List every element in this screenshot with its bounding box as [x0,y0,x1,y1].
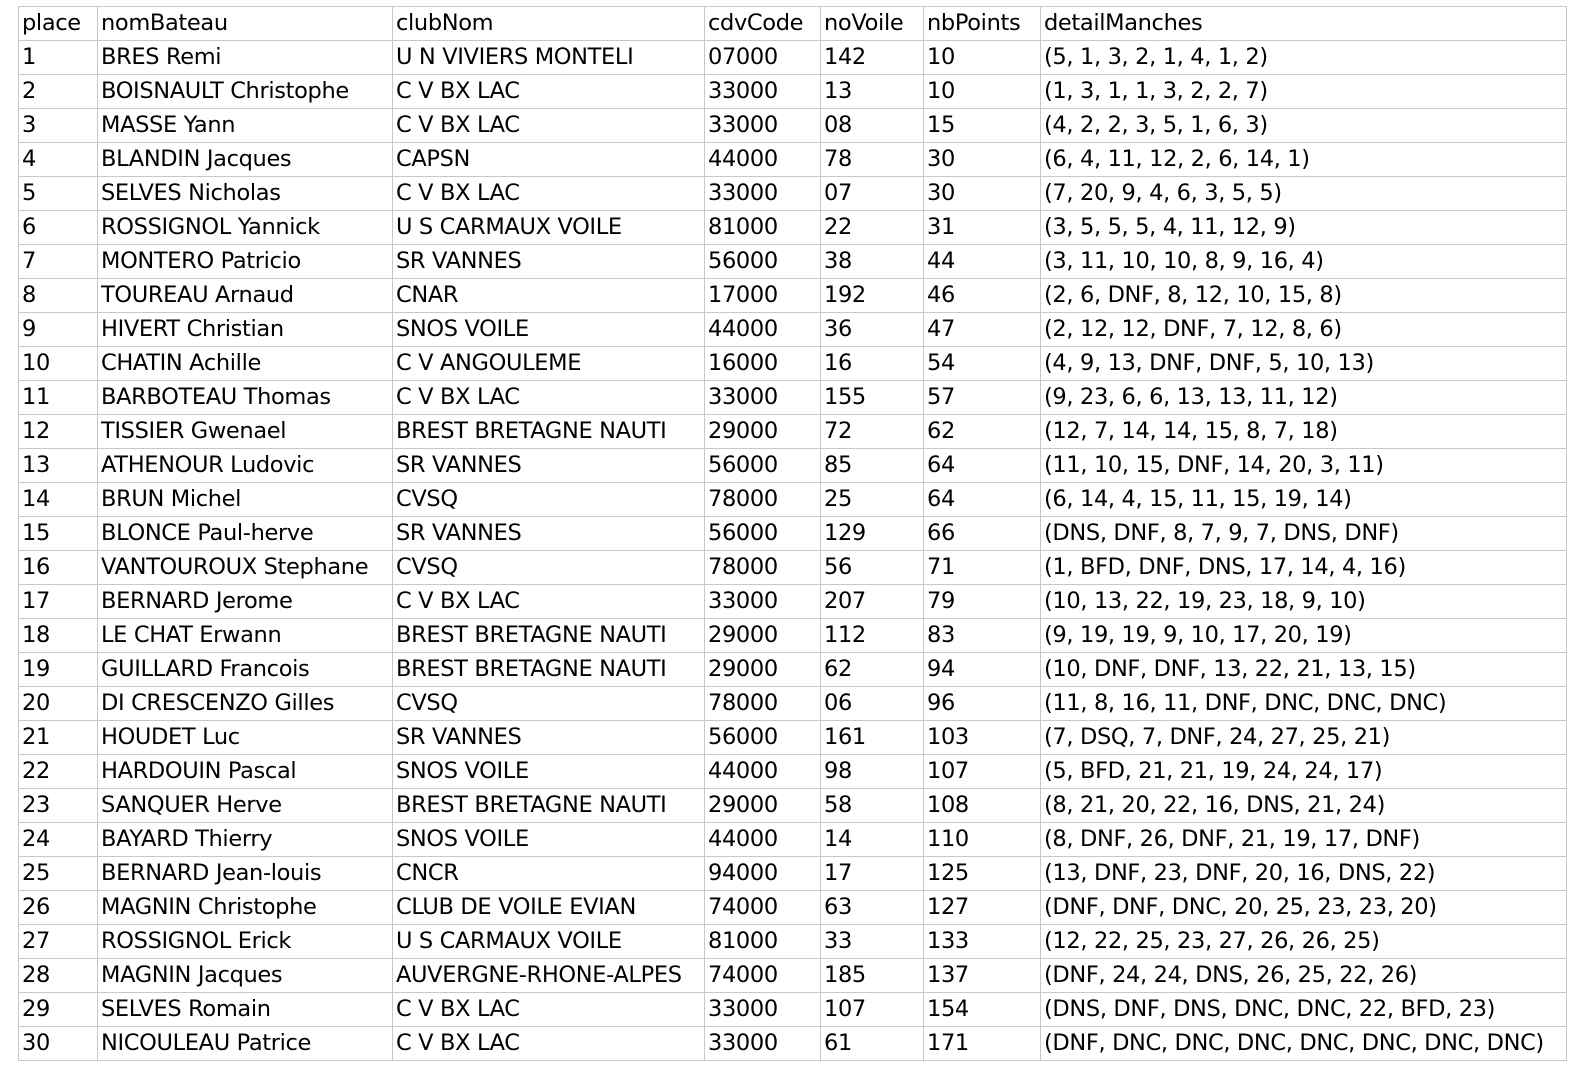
cell-points: 103 [924,721,1041,755]
cell-boat-name: BERNARD Jerome [98,585,393,619]
cell-points: 64 [924,483,1041,517]
cell-sail-number: 129 [821,517,924,551]
cell-place: 21 [19,721,98,755]
cell-race-details: (9, 19, 19, 9, 10, 17, 20, 19) [1041,619,1567,653]
table-row [19,347,1567,381]
cell-place: 27 [19,925,98,959]
column-header-race-details: detailManches [1041,7,1567,41]
cell-place: 28 [19,959,98,993]
cell-boat-name: GUILLARD Francois [98,653,393,687]
cell-boat-name: TISSIER Gwenael [98,415,393,449]
cell-boat-name: ROSSIGNOL Erick [98,925,393,959]
cell-place: 22 [19,755,98,789]
cell-club-name: SR VANNES [393,245,705,279]
cell-points: 10 [924,75,1041,109]
cell-cdv-code: 56000 [705,245,821,279]
table-row [19,381,1567,415]
table-row [19,823,1567,857]
table-row [19,1027,1567,1061]
cell-club-name: C V BX LAC [393,109,705,143]
cell-club-name: BREST BRETAGNE NAUTI [393,653,705,687]
cell-place: 1 [19,41,98,75]
cell-place: 16 [19,551,98,585]
cell-cdv-code: 16000 [705,347,821,381]
cell-points: 137 [924,959,1041,993]
cell-club-name: SNOS VOILE [393,823,705,857]
table-row [19,41,1567,75]
cell-boat-name: MASSE Yann [98,109,393,143]
column-header-club-name: clubNom [393,7,705,41]
cell-race-details: (2, 12, 12, DNF, 7, 12, 8, 6) [1041,313,1567,347]
cell-place: 26 [19,891,98,925]
cell-club-name: C V ANGOULEME [393,347,705,381]
cell-points: 94 [924,653,1041,687]
cell-place: 14 [19,483,98,517]
cell-race-details: (DNS, DNF, 8, 7, 9, 7, DNS, DNF) [1041,517,1567,551]
cell-race-details: (4, 9, 13, DNF, DNF, 5, 10, 13) [1041,347,1567,381]
cell-sail-number: 17 [821,857,924,891]
cell-club-name: C V BX LAC [393,177,705,211]
cell-boat-name: SELVES Romain [98,993,393,1027]
cell-place: 25 [19,857,98,891]
cell-race-details: (10, DNF, DNF, 13, 22, 21, 13, 15) [1041,653,1567,687]
table-row [19,925,1567,959]
table-row [19,109,1567,143]
cell-club-name: CVSQ [393,483,705,517]
table-row [19,75,1567,109]
cell-boat-name: DI CRESCENZO Gilles [98,687,393,721]
cell-sail-number: 98 [821,755,924,789]
cell-race-details: (13, DNF, 23, DNF, 20, 16, DNS, 22) [1041,857,1567,891]
table-row [19,177,1567,211]
cell-sail-number: 14 [821,823,924,857]
cell-club-name: SNOS VOILE [393,755,705,789]
cell-sail-number: 78 [821,143,924,177]
cell-race-details: (1, BFD, DNF, DNS, 17, 14, 4, 16) [1041,551,1567,585]
cell-cdv-code: 33000 [705,75,821,109]
column-header-sail-number: noVoile [821,7,924,41]
table-row [19,415,1567,449]
cell-sail-number: 142 [821,41,924,75]
cell-club-name: C V BX LAC [393,585,705,619]
cell-cdv-code: 56000 [705,517,821,551]
cell-race-details: (4, 2, 2, 3, 5, 1, 6, 3) [1041,109,1567,143]
cell-points: 110 [924,823,1041,857]
cell-race-details: (6, 4, 11, 12, 2, 6, 14, 1) [1041,143,1567,177]
cell-boat-name: HOUDET Luc [98,721,393,755]
cell-cdv-code: 33000 [705,1027,821,1061]
cell-cdv-code: 33000 [705,177,821,211]
cell-sail-number: 61 [821,1027,924,1061]
cell-sail-number: 38 [821,245,924,279]
cell-boat-name: CHATIN Achille [98,347,393,381]
cell-sail-number: 107 [821,993,924,1027]
cell-race-details: (5, BFD, 21, 21, 19, 24, 24, 17) [1041,755,1567,789]
cell-race-details: (7, DSQ, 7, DNF, 24, 27, 25, 21) [1041,721,1567,755]
cell-race-details: (10, 13, 22, 19, 23, 18, 9, 10) [1041,585,1567,619]
cell-race-details: (8, DNF, 26, DNF, 21, 19, 17, DNF) [1041,823,1567,857]
cell-sail-number: 85 [821,449,924,483]
cell-points: 125 [924,857,1041,891]
table-row [19,245,1567,279]
cell-points: 96 [924,687,1041,721]
cell-boat-name: HIVERT Christian [98,313,393,347]
cell-boat-name: TOUREAU Arnaud [98,279,393,313]
cell-boat-name: BARBOTEAU Thomas [98,381,393,415]
cell-club-name: BREST BRETAGNE NAUTI [393,619,705,653]
cell-boat-name: MONTERO Patricio [98,245,393,279]
cell-cdv-code: 33000 [705,993,821,1027]
cell-place: 30 [19,1027,98,1061]
cell-cdv-code: 33000 [705,585,821,619]
cell-race-details: (9, 23, 6, 6, 13, 13, 11, 12) [1041,381,1567,415]
cell-club-name: CVSQ [393,551,705,585]
cell-race-details: (11, 8, 16, 11, DNF, DNC, DNC, DNC) [1041,687,1567,721]
table-row [19,143,1567,177]
cell-sail-number: 36 [821,313,924,347]
column-header-points: nbPoints [924,7,1041,41]
table-row [19,551,1567,585]
cell-sail-number: 58 [821,789,924,823]
cell-sail-number: 161 [821,721,924,755]
cell-cdv-code: 56000 [705,449,821,483]
table-row [19,959,1567,993]
cell-race-details: (DNF, DNF, DNC, 20, 25, 23, 23, 20) [1041,891,1567,925]
cell-boat-name: MAGNIN Jacques [98,959,393,993]
cell-points: 10 [924,41,1041,75]
cell-cdv-code: 74000 [705,891,821,925]
cell-place: 24 [19,823,98,857]
cell-points: 15 [924,109,1041,143]
cell-sail-number: 56 [821,551,924,585]
cell-club-name: U N VIVIERS MONTELI [393,41,705,75]
cell-sail-number: 16 [821,347,924,381]
column-header-boat-name: nomBateau [98,7,393,41]
table-row [19,687,1567,721]
cell-cdv-code: 74000 [705,959,821,993]
cell-points: 127 [924,891,1041,925]
table-row [19,721,1567,755]
cell-boat-name: BLANDIN Jacques [98,143,393,177]
table-row [19,653,1567,687]
cell-boat-name: BOISNAULT Christophe [98,75,393,109]
cell-boat-name: MAGNIN Christophe [98,891,393,925]
cell-race-details: (12, 7, 14, 14, 15, 8, 7, 18) [1041,415,1567,449]
cell-place: 10 [19,347,98,381]
table-body [19,41,1567,1061]
cell-points: 171 [924,1027,1041,1061]
cell-sail-number: 07 [821,177,924,211]
cell-boat-name: HARDOUIN Pascal [98,755,393,789]
cell-cdv-code: 17000 [705,279,821,313]
cell-sail-number: 72 [821,415,924,449]
cell-boat-name: BRES Remi [98,41,393,75]
table-row [19,993,1567,1027]
cell-club-name: BREST BRETAGNE NAUTI [393,415,705,449]
cell-cdv-code: 56000 [705,721,821,755]
cell-cdv-code: 29000 [705,415,821,449]
cell-club-name: SR VANNES [393,517,705,551]
table-row [19,313,1567,347]
cell-boat-name: VANTOUROUX Stephane [98,551,393,585]
cell-club-name: SR VANNES [393,721,705,755]
table-row [19,857,1567,891]
cell-points: 54 [924,347,1041,381]
cell-points: 30 [924,177,1041,211]
cell-place: 3 [19,109,98,143]
cell-sail-number: 06 [821,687,924,721]
cell-place: 17 [19,585,98,619]
cell-sail-number: 155 [821,381,924,415]
cell-place: 15 [19,517,98,551]
cell-boat-name: NICOULEAU Patrice [98,1027,393,1061]
cell-place: 20 [19,687,98,721]
cell-place: 9 [19,313,98,347]
cell-race-details: (3, 5, 5, 5, 4, 11, 12, 9) [1041,211,1567,245]
cell-points: 47 [924,313,1041,347]
table-row [19,483,1567,517]
cell-race-details: (DNS, DNF, DNS, DNC, DNC, 22, BFD, 23) [1041,993,1567,1027]
cell-club-name: C V BX LAC [393,75,705,109]
table-row [19,211,1567,245]
cell-club-name: C V BX LAC [393,1027,705,1061]
cell-club-name: SNOS VOILE [393,313,705,347]
cell-sail-number: 207 [821,585,924,619]
cell-place: 29 [19,993,98,1027]
cell-place: 5 [19,177,98,211]
cell-boat-name: SANQUER Herve [98,789,393,823]
cell-points: 71 [924,551,1041,585]
cell-race-details: (3, 11, 10, 10, 8, 9, 16, 4) [1041,245,1567,279]
cell-boat-name: BERNARD Jean-louis [98,857,393,891]
cell-race-details: (7, 20, 9, 4, 6, 3, 5, 5) [1041,177,1567,211]
cell-race-details: (1, 3, 1, 1, 3, 2, 2, 7) [1041,75,1567,109]
table-row [19,517,1567,551]
cell-club-name: CAPSN [393,143,705,177]
cell-race-details: (11, 10, 15, DNF, 14, 20, 3, 11) [1041,449,1567,483]
cell-place: 12 [19,415,98,449]
cell-place: 13 [19,449,98,483]
cell-club-name: CVSQ [393,687,705,721]
cell-race-details: (5, 1, 3, 2, 1, 4, 1, 2) [1041,41,1567,75]
cell-cdv-code: 44000 [705,313,821,347]
cell-cdv-code: 44000 [705,143,821,177]
cell-club-name: C V BX LAC [393,993,705,1027]
cell-place: 4 [19,143,98,177]
cell-points: 83 [924,619,1041,653]
cell-points: 66 [924,517,1041,551]
table-row [19,449,1567,483]
cell-sail-number: 185 [821,959,924,993]
cell-club-name: CNCR [393,857,705,891]
cell-boat-name: ROSSIGNOL Yannick [98,211,393,245]
cell-points: 154 [924,993,1041,1027]
column-header-cdv-code: cdvCode [705,7,821,41]
cell-race-details: (12, 22, 25, 23, 27, 26, 26, 25) [1041,925,1567,959]
table-row [19,619,1567,653]
cell-place: 19 [19,653,98,687]
cell-sail-number: 62 [821,653,924,687]
cell-sail-number: 13 [821,75,924,109]
cell-cdv-code: 29000 [705,789,821,823]
cell-club-name: C V BX LAC [393,381,705,415]
cell-place: 11 [19,381,98,415]
cell-club-name: U S CARMAUX VOILE [393,211,705,245]
cell-cdv-code: 94000 [705,857,821,891]
cell-cdv-code: 78000 [705,551,821,585]
table-header [19,7,1567,41]
cell-points: 107 [924,755,1041,789]
table-row [19,755,1567,789]
cell-boat-name: SELVES Nicholas [98,177,393,211]
cell-points: 31 [924,211,1041,245]
cell-boat-name: LE CHAT Erwann [98,619,393,653]
cell-points: 108 [924,789,1041,823]
cell-race-details: (6, 14, 4, 15, 11, 15, 19, 14) [1041,483,1567,517]
cell-cdv-code: 33000 [705,109,821,143]
cell-cdv-code: 44000 [705,755,821,789]
cell-cdv-code: 33000 [705,381,821,415]
header-row [19,7,1567,41]
cell-boat-name: BAYARD Thierry [98,823,393,857]
table-row [19,585,1567,619]
cell-place: 7 [19,245,98,279]
results-table [18,6,1567,1061]
cell-race-details: (DNF, 24, 24, DNS, 26, 25, 22, 26) [1041,959,1567,993]
column-header-place: place [19,7,98,41]
cell-place: 18 [19,619,98,653]
cell-points: 64 [924,449,1041,483]
cell-place: 2 [19,75,98,109]
cell-boat-name: BRUN Michel [98,483,393,517]
cell-club-name: CLUB DE VOILE EVIAN [393,891,705,925]
cell-points: 44 [924,245,1041,279]
table-row [19,789,1567,823]
cell-cdv-code: 81000 [705,211,821,245]
cell-sail-number: 08 [821,109,924,143]
cell-cdv-code: 81000 [705,925,821,959]
cell-cdv-code: 78000 [705,483,821,517]
cell-sail-number: 192 [821,279,924,313]
cell-points: 133 [924,925,1041,959]
cell-cdv-code: 07000 [705,41,821,75]
cell-points: 30 [924,143,1041,177]
cell-race-details: (DNF, DNC, DNC, DNC, DNC, DNC, DNC, DNC) [1041,1027,1567,1061]
cell-points: 62 [924,415,1041,449]
cell-sail-number: 33 [821,925,924,959]
cell-points: 79 [924,585,1041,619]
cell-cdv-code: 29000 [705,619,821,653]
cell-sail-number: 25 [821,483,924,517]
table-row [19,891,1567,925]
cell-points: 57 [924,381,1041,415]
cell-boat-name: BLONCE Paul-herve [98,517,393,551]
cell-sail-number: 112 [821,619,924,653]
cell-place: 6 [19,211,98,245]
cell-boat-name: ATHENOUR Ludovic [98,449,393,483]
cell-race-details: (8, 21, 20, 22, 16, DNS, 21, 24) [1041,789,1567,823]
cell-place: 23 [19,789,98,823]
cell-cdv-code: 29000 [705,653,821,687]
cell-cdv-code: 44000 [705,823,821,857]
table-row [19,279,1567,313]
cell-race-details: (2, 6, DNF, 8, 12, 10, 15, 8) [1041,279,1567,313]
cell-sail-number: 63 [821,891,924,925]
cell-cdv-code: 78000 [705,687,821,721]
cell-club-name: CNAR [393,279,705,313]
cell-club-name: BREST BRETAGNE NAUTI [393,789,705,823]
cell-club-name: U S CARMAUX VOILE [393,925,705,959]
cell-club-name: AUVERGNE-RHONE-ALPES [393,959,705,993]
cell-sail-number: 22 [821,211,924,245]
cell-club-name: SR VANNES [393,449,705,483]
cell-points: 46 [924,279,1041,313]
cell-place: 8 [19,279,98,313]
